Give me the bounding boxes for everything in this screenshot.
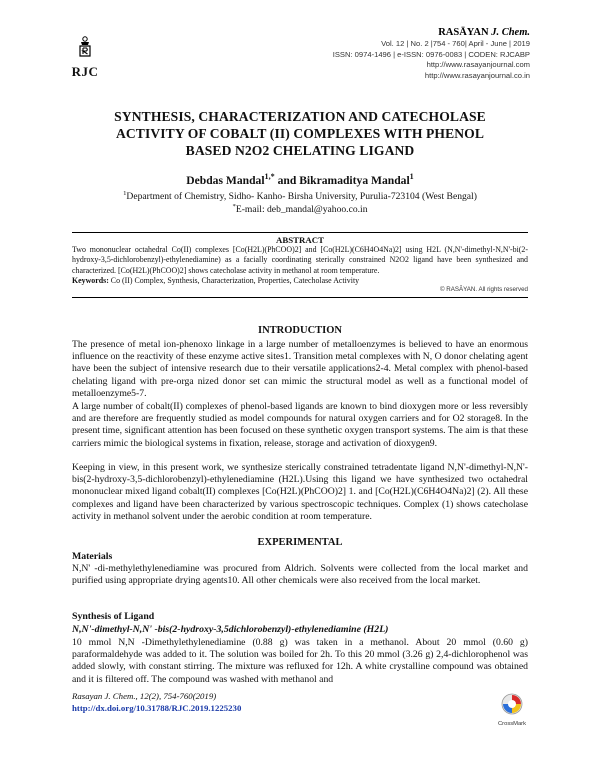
author-2: Bikramaditya Mandal — [299, 174, 410, 187]
abstract-box — [72, 232, 528, 298]
crossmark-label: CrossMark — [497, 721, 527, 727]
abstract-heading: ABSTRACT — [276, 235, 324, 245]
author-and: and — [274, 174, 300, 187]
email-mark: * — [232, 202, 236, 210]
journal-header — [333, 26, 530, 81]
introduction-heading: INTRODUCTION — [257, 325, 342, 336]
email-text[interactable]: E-mail: deb_mandal@yahoo.co.in — [235, 203, 368, 215]
journal-emblem-icon — [75, 36, 95, 58]
intro-paragraph-1: The presence of metal ion-phenoxo linkage in a large number of metalloenzymes is believed to have an enormous influence on the reactivity of these enzyme active sites1. Transition metal complexes with N, O donor chelating agent have been the subject of intensive research due to their versatile applications2-4. Metal complex with phenol-based chelating ligand with pre-orga nized donor set can mimic the structural model as well as a functional model of metalloenzyme5-7. — [72, 339, 528, 399]
title-line-1: SYNTHESIS, CHARACTERIZATION AND CATECHOLASE — [114, 109, 486, 124]
intro-paragraph-3: Keeping in view, in this present work, we synthesize sterically constrained tetradentate ligand N,N'-dimethyl-N,N'-bis(2-hydroxy-3,5-dichlorobenzyl)-ethylenediamine (H2L).Using this ligand we have synthesized two octahedral mononuclear mixed ligand cobalt(II) complexes [Co(H2L)(PhCOO)2] 1. and [Co(H2L)(C6H4O4Na)2] (2). All these complexes and ligand have been characterized by various spectroscopic techniques. Complex (1) shows catecholase activity in methanol solvent under the aerobic condition at room temperature. — [72, 462, 528, 522]
journal-name — [333, 26, 530, 39]
keywords-text: Co (II) Complex, Synthesis, Characterization, Properties, Catecholase Activity — [108, 275, 360, 285]
synthesis-heading: Synthesis of Ligand — [72, 611, 155, 622]
author-1-mark: 1,* — [264, 172, 275, 182]
journal-logo-text: RJC — [71, 64, 99, 79]
citation-line: Rasayan J. Chem., 12(2), 754-760(2019) — [72, 691, 217, 701]
journal-issn-line: ISSN: 0974-1496 | e-ISSN: 0976-0083 | CODEN: RJCABP — [332, 49, 530, 59]
synthesis-paragraph: 10 mmol N,N -Dimethylethylenediamine (0.88 g) was taken in a methanol. About 20 mmol (0.60 g) paraformaldehyde was added to it. The solution was boiled for 2h. To this 20 mmol (3.26 g) 2,4-dichlorophenol was added slowly, with constant stirring. The mixture was refluxed for 12h. A white crystalline compound was obtained and it is filtered off. The compound was washed with methanol and — [72, 637, 528, 685]
journal-url-1[interactable]: http://www.rasayanjournal.com — [426, 60, 530, 69]
intro-paragraph-2: A large number of cobalt(II) complexes of phenol-based ligands are known to bind dioxygen more or less reversibly and are therefore are frequently studied as model compounds for natural oxygen carriers and for O2 storage8. In the present time, significant attention has been focused on these synthetic oxygen transport systems. The aim is that these carriers mimic the biological systems in fixation, release, storage and activation of dioxygen9. — [72, 401, 528, 449]
article-title — [60, 108, 540, 159]
ligand-name-heading: N,N'-dimethyl-N,N' -bis(2-hydroxy-3,5dichlorobenzyl)-ethylenediamine (H2L) — [72, 624, 389, 635]
journal-name-main: RASĀYAN — [438, 27, 489, 38]
author-line — [60, 174, 540, 187]
experimental-heading: EXPERIMENTAL — [257, 537, 343, 548]
journal-volume-line: Vol. 12 | No. 2 |754 - 760| April - June | 2019 — [381, 39, 530, 48]
copyright-notice: © RASĀYAN. All rights reserved — [439, 286, 528, 294]
abstract-text: Two mononuclear octahedral Co(II) complexes [Co(H2L)(PhCOO)2] and [Co(H2L)(C6H4O4Na)2] using H2L (N,N'-dimethyl-N,N'-bi(2-hydroxy-3,5-dichlorobenzyl)-ethylenediamine) as a facially coordinating sterically constrained N2O2 ligand have been synthesized and characterized. [Co(H2L)(PhCOO)2] shows catecholase activity in methanol at room temperature. — [72, 245, 528, 275]
affiliation — [60, 191, 540, 204]
affiliation-text: Department of Chemistry, Sidho- Kanho- Birsha University, Purulia-723104 (West Bengal) — [126, 191, 477, 202]
title-line-2: ACTIVITY OF COBALT (II) COMPLEXES WITH PHENOL — [115, 126, 485, 141]
crossmark-badge[interactable] — [492, 693, 532, 727]
journal-name-suffix: J. Chem. — [491, 27, 530, 38]
author-2-mark: 1 — [409, 172, 414, 182]
keywords-label: Keywords: — [72, 275, 109, 285]
materials-paragraph: N,N' -di-methylethylenediamine was procured from Aldrich. Solvents were collected from the local market and purified using appropriate drying agents10. All other chemicals were also received from the local market. — [72, 563, 528, 587]
affiliation-mark: 1 — [123, 189, 127, 197]
journal-url-2[interactable]: http://www.rasayanjournal.co.in — [424, 70, 530, 80]
affiliation-block — [60, 191, 540, 216]
page-footer — [72, 690, 241, 714]
materials-heading: Materials — [72, 551, 113, 562]
title-line-3: BASED N2O2 CHELATING LIGAND — [185, 143, 415, 158]
journal-logo — [68, 36, 102, 96]
crossmark-icon — [501, 693, 523, 715]
author-1: Debdas Mandal — [186, 174, 265, 187]
keywords-line — [72, 276, 528, 286]
doi-link[interactable]: http://dx.doi.org/10.31788/RJC.2019.1225230 — [72, 703, 242, 713]
corresponding-email — [60, 204, 540, 217]
